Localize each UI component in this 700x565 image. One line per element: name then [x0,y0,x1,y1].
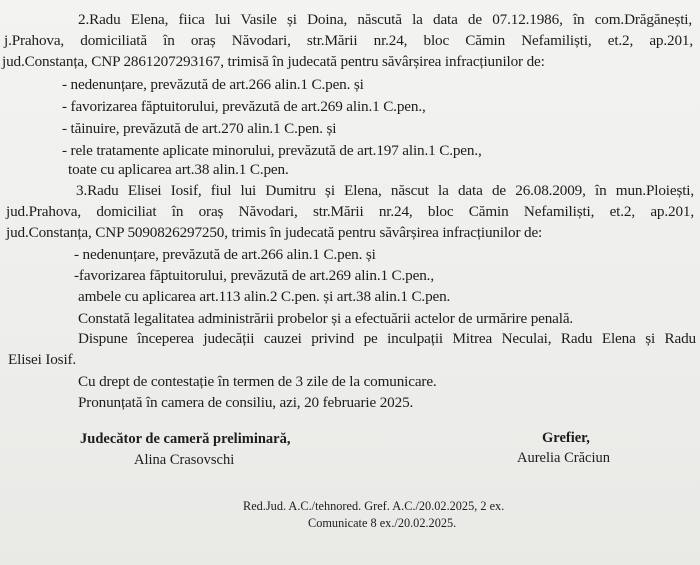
list-item: - nedenunțare, prevăzută de art.266 alin.1 C.pen. și [62,76,364,93]
text-line: ambele cu aplicarea art.113 alin.2 C.pen. și art.38 alin.1 C.pen. [78,288,451,305]
text-line: j.Prahova, domiciliată în oraș Năvodari, str.Mării nr.24, bloc Cămin Nefamiliști, et.2, ap.201, [4,32,693,49]
list-item: - rele tratamente aplicate minorului, prevăzută de art.197 alin.1 C.pen., [62,142,482,159]
text-line: Constată legalitatea administrării probelor și a efectuării actelor de urmărire penală. [78,310,574,327]
list-item: - nedenunțare, prevăzută de art.266 alin.1 C.pen. și [74,246,376,263]
text-line: Dispune începerea judecății cauzei privind pe inculpații Mitrea Neculai, Radu Elena și Radu [78,330,696,347]
text-line: toate cu aplicarea art.38 alin.1 C.pen. [68,161,289,178]
text-line: Cu drept de contestație în termen de 3 zile de la comunicare. [78,373,437,390]
text-line: Pronunțată în camera de consiliu, azi, 20 februarie 2025. [78,394,414,411]
text-line: 3.Radu Elisei Iosif, fiul lui Dumitru și Elena, născut la data de 26.08.2009, în mun.Ploiești, [76,182,694,199]
footer-line: Comunicate 8 ex./20.02.2025. [308,516,457,530]
text-line: jud.Prahova, domiciliat în oraș Năvodari, str.Mării nr.24, bloc Cămin Nefamiliști, et.2, ap.201, [6,203,694,220]
list-item: -favorizarea făptuitorului, prevăzută de art.269 alin.1 C.pen., [74,267,434,284]
clerk-title: Grefier, [542,430,590,446]
text-line: jud.Constanța, CNP 2861207293167, trimisă în judecată pentru săvârșirea infracțiunilor de: [2,53,545,70]
judge-title: Judecător de cameră preliminară, [80,431,291,447]
text-line: 2.Radu Elena, fiica lui Vasile și Doina, născută la data de 07.12.1986, în com.Drăgănești, [78,11,692,28]
text-line: Elisei Iosif. [8,351,77,368]
clerk-name: Aurelia Crăciun [517,450,611,466]
list-item: - favorizarea făptuitorului, prevăzută de art.269 alin.1 C.pen., [62,98,426,115]
judge-name: Alina Crasovschi [134,452,235,468]
list-item: - tăinuire, prevăzută de art.270 alin.1 C.pen. și [62,120,337,137]
footer-line: Red.Jud. A.C./tehnored. Gref. A.C./20.02.2025, 2 ex. [243,499,505,513]
text-line: jud.Constanța, CNP 5090826297250, trimis în judecată pentru săvârșirea infracțiunilor de: [6,224,543,241]
